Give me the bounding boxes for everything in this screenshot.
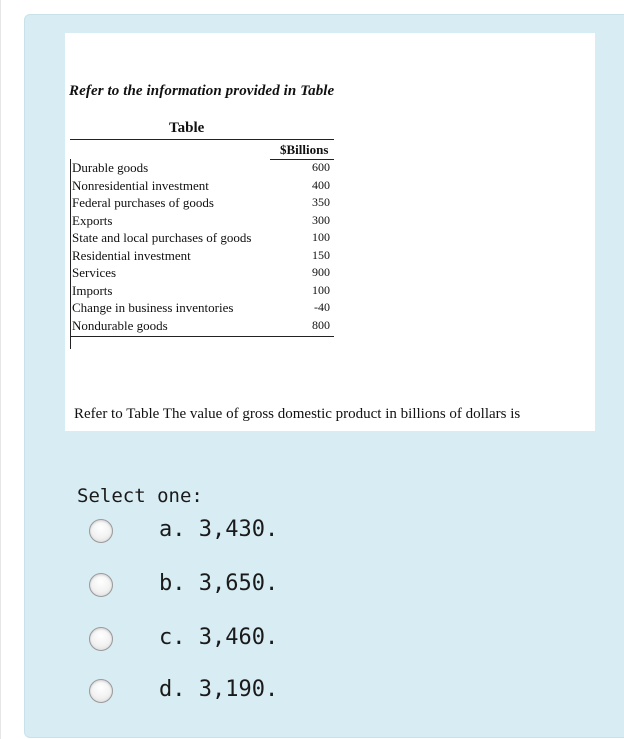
row-label: Durable goods [72, 160, 149, 175]
option-d-radio[interactable] [89, 679, 113, 703]
option-c-radio[interactable] [89, 627, 113, 651]
row-value: 600 [312, 160, 330, 174]
row-label: Federal purchases of goods [72, 195, 214, 210]
table-row [72, 160, 334, 177]
option-a[interactable] [89, 517, 389, 547]
row-label: Imports [72, 282, 113, 298]
table-row [72, 195, 334, 212]
row-value: 900 [312, 265, 330, 279]
row-value: -40 [314, 300, 330, 314]
option-c[interactable] [89, 625, 389, 655]
page-left-border [0, 0, 1, 739]
table-row [72, 300, 334, 317]
question-image [65, 33, 595, 431]
table-row [72, 178, 334, 195]
table-row [72, 318, 334, 335]
row-value: 350 [312, 195, 330, 209]
question-prompt: Refer to Table The value of gross domestic product in billions of dollars is [74, 406, 521, 422]
table-left-rule [70, 159, 71, 349]
row-value: 150 [312, 247, 330, 262]
table-row [72, 213, 334, 230]
question-panel [24, 14, 624, 738]
table-row [72, 248, 334, 265]
row-label: Residential investment [72, 247, 191, 263]
row-label: Exports [72, 212, 113, 228]
option-a-label[interactable]: a. 3,430. [159, 517, 279, 542]
table-title: Table [169, 120, 205, 136]
row-value: 300 [312, 212, 330, 227]
option-d-label[interactable]: d. 3,190. [159, 677, 279, 702]
option-c-label[interactable]: c. 3,460. [159, 625, 279, 650]
row-value: 400 [312, 177, 330, 192]
row-value: 100 [312, 282, 330, 297]
option-b-label[interactable]: b. 3,650. [159, 571, 279, 596]
row-label: State and local purchases of goods [72, 230, 252, 245]
option-d[interactable] [89, 677, 389, 707]
row-label: Nonresidential investment [72, 177, 209, 193]
unit-header: $Billions [280, 142, 329, 157]
row-label: Change in business inventories [72, 300, 234, 315]
gdp-table [70, 139, 334, 349]
table-row [72, 283, 334, 300]
table-row [72, 265, 334, 282]
option-b[interactable] [89, 571, 389, 601]
question-intro: Refer to the information provided in Table [69, 83, 335, 99]
table-top-rule [70, 139, 334, 140]
row-label: Nondurable goods [72, 317, 168, 333]
row-label: Services [72, 265, 117, 280]
option-a-radio[interactable] [89, 519, 113, 543]
row-value: 100 [312, 230, 330, 244]
select-one-label: Select one: [77, 485, 203, 507]
row-value: 800 [312, 317, 330, 332]
table-row [72, 230, 334, 247]
table-bottom-rule [70, 336, 334, 337]
option-b-radio[interactable] [89, 573, 113, 597]
